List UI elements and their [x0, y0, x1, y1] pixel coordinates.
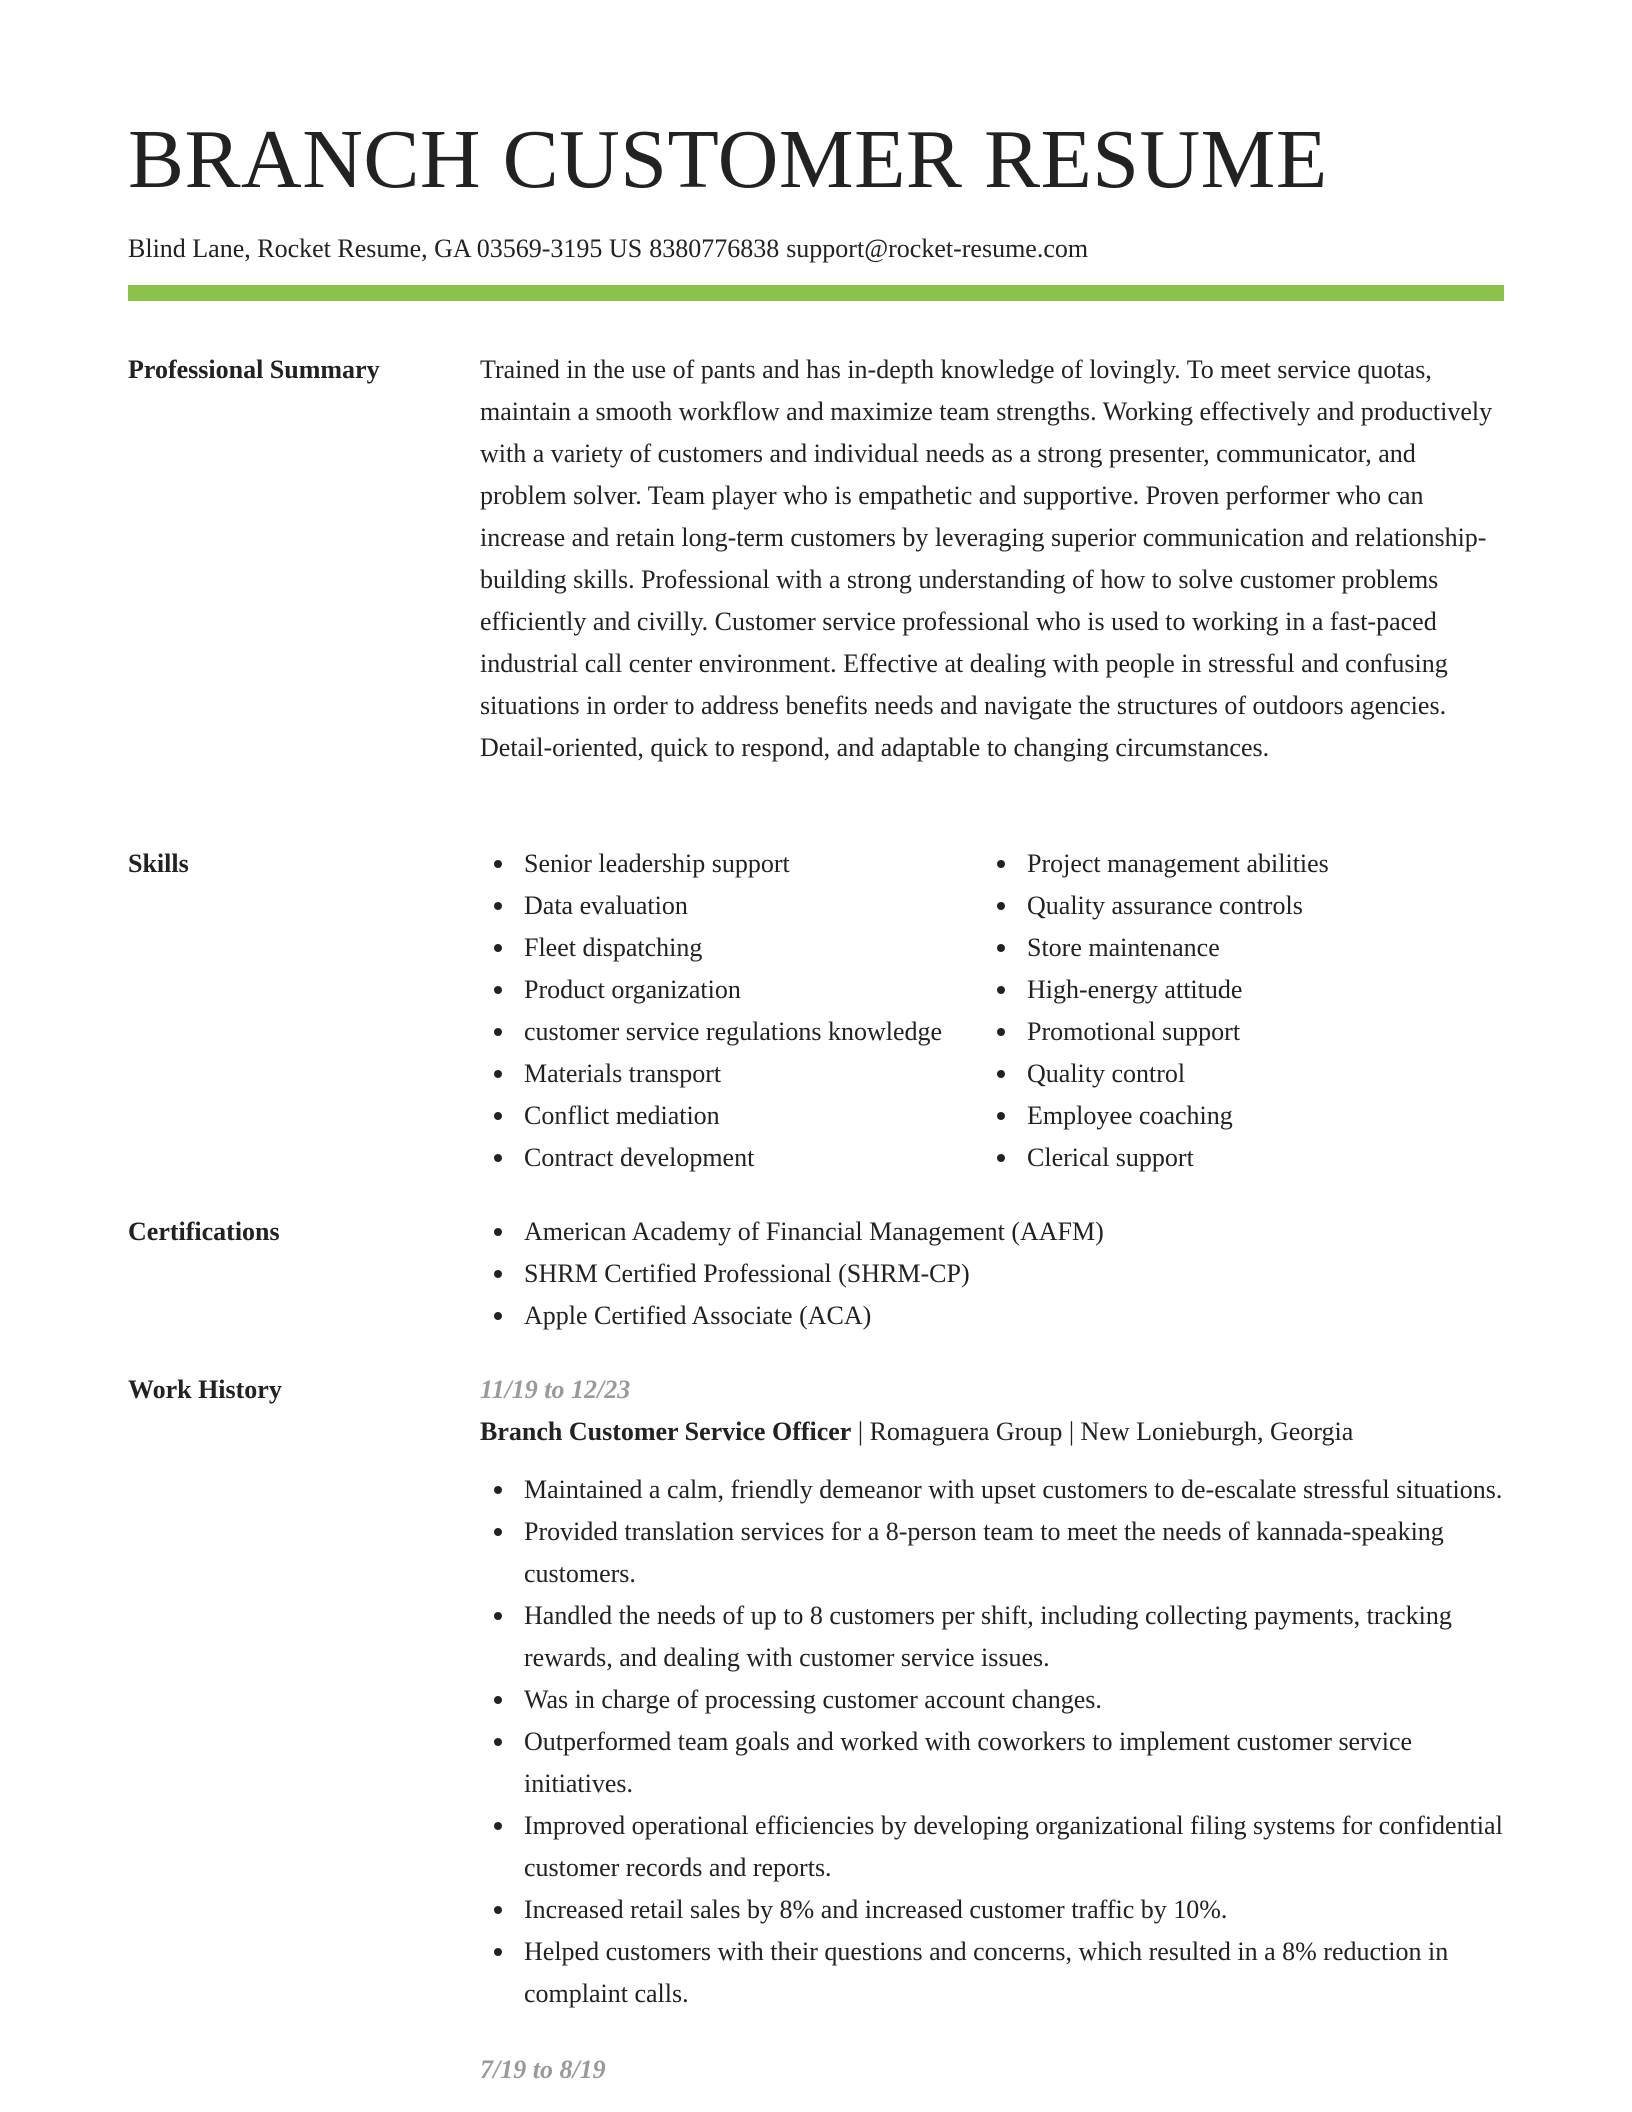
job-entry — [480, 2049, 1504, 2091]
summary-label: Professional Summary — [128, 355, 380, 384]
work-history-body — [480, 1369, 1504, 2091]
skills-label: Skills — [128, 849, 189, 878]
job-bullet: Improved operational efficiencies by developing organizational filing systems for confidential customer records and reports. — [480, 1805, 1504, 1889]
job-bullet: Handled the needs of up to 8 customers per shift, including collecting payments, tracking rewards, and dealing with customer service issues. — [480, 1595, 1504, 1679]
job-entry — [480, 1369, 1504, 2015]
skill-item: Materials transport — [480, 1053, 983, 1095]
certification-item: Apple Certified Associate (ACA) — [480, 1295, 1504, 1337]
job-bullet: Was in charge of processing customer account changes. — [480, 1679, 1504, 1721]
contact-email: support@rocket-resume.com — [786, 234, 1089, 263]
skill-item: Data evaluation — [480, 885, 983, 927]
skill-item: Fleet dispatching — [480, 927, 983, 969]
job-company-line: | Romaguera Group | New Lonieburgh, Georgia — [851, 1417, 1354, 1446]
contact-phone: 8380776838 — [649, 234, 780, 263]
skill-item: Contract development — [480, 1137, 983, 1179]
job-header — [480, 1411, 1504, 1453]
job-bullets — [480, 1469, 1504, 2015]
skills-column-right — [983, 843, 1504, 1179]
skill-item: Quality control — [983, 1053, 1504, 1095]
skill-item: Product organization — [480, 969, 983, 1011]
certifications-body — [480, 1211, 1504, 1337]
certification-item: American Academy of Financial Management (AAFM) — [480, 1211, 1504, 1253]
skills-list-right — [983, 843, 1504, 1179]
summary-body — [480, 349, 1504, 769]
resume-title: BRANCH CUSTOMER RESUME — [128, 113, 1328, 206]
certifications-label: Certifications — [128, 1217, 280, 1246]
certifications-list — [480, 1211, 1504, 1337]
job-title: Branch Customer Service Officer — [480, 1417, 852, 1446]
job-bullet: Helped customers with their questions and concerns, which resulted in a 8% reduction in complaint calls. — [480, 1931, 1504, 2015]
skills-column-left — [480, 843, 983, 1179]
skill-item: Senior leadership support — [480, 843, 983, 885]
contact-address: Blind Lane, Rocket Resume, GA 03569-3195 US — [128, 234, 643, 263]
skill-item: Quality assurance controls — [983, 885, 1504, 927]
skill-item: Clerical support — [983, 1137, 1504, 1179]
job-bullet: Increased retail sales by 8% and increased customer traffic by 10%. — [480, 1889, 1504, 1931]
job-bullet: Maintained a calm, friendly demeanor with upset customers to de-escalate stressful situations. — [480, 1469, 1504, 1511]
job-dates: 7/19 to 8/19 — [480, 2055, 606, 2084]
job-bullet: Outperformed team goals and worked with coworkers to implement customer service initiatives. — [480, 1721, 1504, 1805]
skill-item: Store maintenance — [983, 927, 1504, 969]
skill-item: Conflict mediation — [480, 1095, 983, 1137]
skill-item: Project management abilities — [983, 843, 1504, 885]
skills-list-left — [480, 843, 983, 1179]
accent-divider — [128, 285, 1504, 301]
skill-item: Promotional support — [983, 1011, 1504, 1053]
job-bullet: Provided translation services for a 8-person team to meet the needs of kannada-speaking customers. — [480, 1511, 1504, 1595]
work-history-label: Work History — [128, 1375, 282, 1404]
skill-item: customer service regulations knowledge — [480, 1011, 983, 1053]
skill-item: Employee coaching — [983, 1095, 1504, 1137]
certification-item: SHRM Certified Professional (SHRM-CP) — [480, 1253, 1504, 1295]
job-dates: 11/19 to 12/23 — [480, 1375, 631, 1404]
skill-item: High-energy attitude — [983, 969, 1504, 1011]
contact-line — [128, 233, 1088, 265]
summary-text: Trained in the use of pants and has in-depth knowledge of lovingly. To meet service quotas, maintain a smooth workflow and maximize team strengths. Working effectively and productively with a variety of customers and individual needs as a strong presenter, communicator, and problem solver. Team player who is empathetic and supportive. Proven performer who can increase and retain long-term customers by leveraging superior communication and relationship-building skills. Professional with a strong understanding of how to solve customer problems efficiently and civilly. Customer service professional who is used to working in a fast-paced industrial call center environment. Effective at dealing with people in stressful and confusing situations in order to address benefits needs and navigate the structures of outdoors agencies. Detail-oriented, quick to respond, and adaptable to changing circumstances. — [480, 355, 1493, 762]
